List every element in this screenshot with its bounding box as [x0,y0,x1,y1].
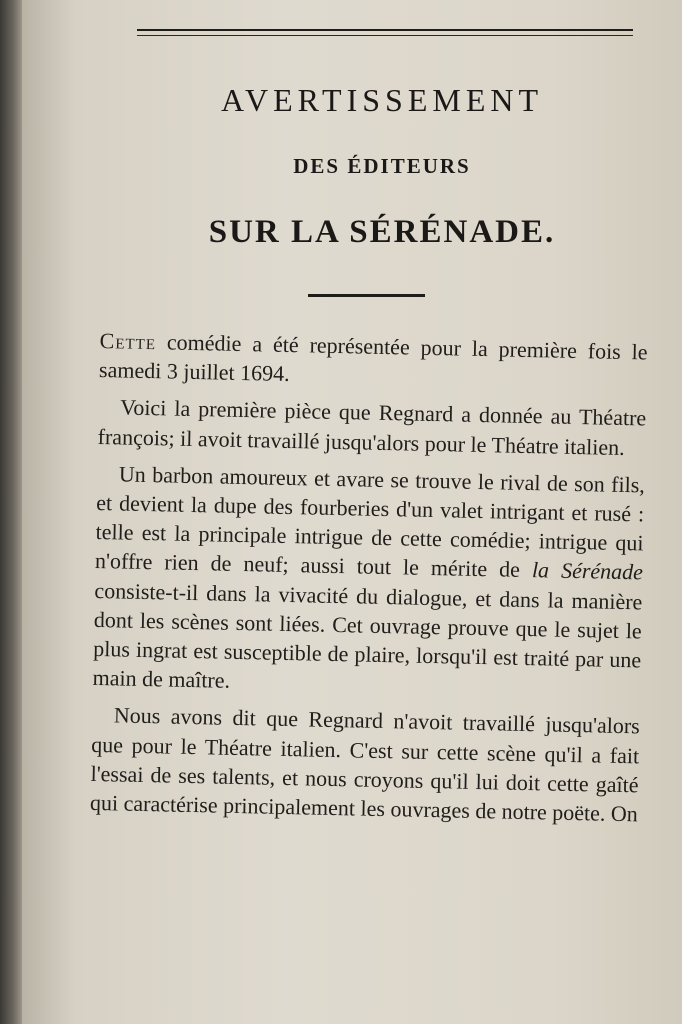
paragraph-3 [92,459,645,704]
paragraph-1 [99,326,648,396]
body-text [90,326,648,837]
paragraph-4-text: Nous avons dit que Regnard n'avoit travaillé jusqu'alors que pour le Théatre italien. C'est sur cette scène qu'il a fait l'essai de ses talents, et nous croyons qu'il lui doit cette gaîté qui caractérise principalement les ouvrages de notre poëte. On [89,702,640,827]
paragraph-1-text: comédie a été représentée pour la première fois le samedi 3 juillet 1694. [98,329,648,387]
page-title: AVERTISSEMENT [220,82,544,118]
page-subtitle: DES ÉDITEURS [293,154,471,178]
paragraph-3-text-b: consiste-t-il dans la vivacité du dialogue, et dans la manière dont les scènes sont liées. Cet ouvrage prouve que le sujet le plus ingrat est susceptible de plaire, lorsqu'il est traité par une main de maître. [92,577,643,694]
book-gutter [0,0,22,1024]
paragraph-2 [97,392,646,462]
section-divider [308,294,425,297]
page-subject: SUR LA SÉRÉNADE. [208,214,556,250]
paragraph-3-italic: la Sérénade [531,557,644,585]
book-page [22,0,682,1024]
top-double-rule [137,29,633,31]
paragraph-2-text: Voici la première pièce que Regnard a donnée au Théatre françois; il avoit travaillé jusqu'alors pour le Théatre italien. [97,394,647,460]
drop-word: Cette [99,327,157,355]
top-double-rule-thin [137,35,633,36]
paragraph-3-text-a: Un barbon amoureux et avare se trouve le rival de son fils, et devient la dupe des fourberies d'un valet intrigant et rusé : telle est la principale intrigue de cette comédie; intrigue qui n'offre rien de neuf; aussi tout le mérite de [94,461,646,583]
paragraph-4 [90,700,640,828]
